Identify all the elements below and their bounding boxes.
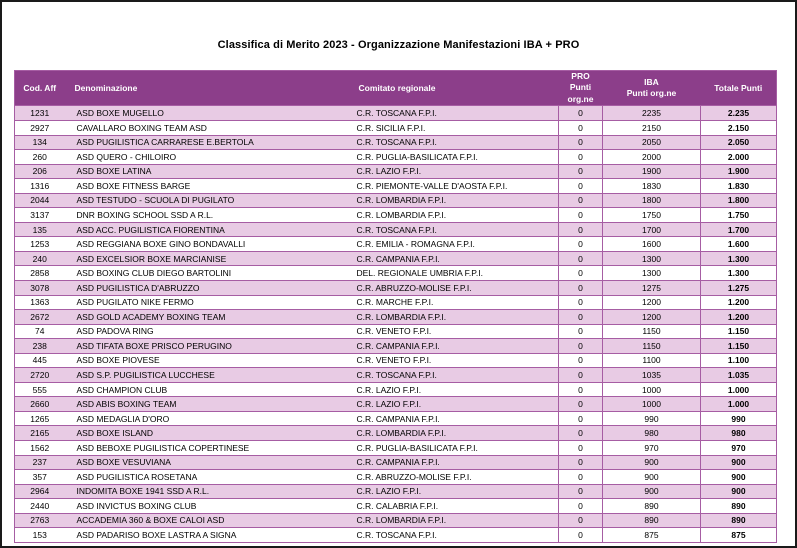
merit-ranking-table: [14, 70, 777, 543]
cell-totale-punti: 970: [701, 440, 777, 455]
cell-iba-punti: 1000: [603, 397, 701, 412]
cell-cod-aff: 445: [15, 353, 65, 368]
cell-totale-punti: 1.830: [701, 179, 777, 194]
cell-comitato-regionale: C.R. LAZIO F.P.I.: [349, 382, 559, 397]
cell-comitato-regionale: C.R. TOSCANA F.P.I.: [349, 106, 559, 121]
cell-iba-punti: 1200: [603, 310, 701, 325]
cell-denominazione: ASD BOXE ISLAND: [65, 426, 349, 441]
cell-cod-aff: 555: [15, 382, 65, 397]
table-row: [15, 411, 777, 426]
cell-cod-aff: 153: [15, 528, 65, 543]
cell-pro-punti: 0: [559, 106, 603, 121]
cell-cod-aff: 3137: [15, 208, 65, 223]
cell-iba-punti: 1100: [603, 353, 701, 368]
cell-pro-punti: 0: [559, 295, 603, 310]
cell-totale-punti: 2.050: [701, 135, 777, 150]
table-row: [15, 179, 777, 194]
cell-pro-punti: 0: [559, 120, 603, 135]
cell-comitato-regionale: C.R. PUGLIA-BASILICATA F.P.I.: [349, 150, 559, 165]
cell-cod-aff: 2858: [15, 266, 65, 281]
table-row: [15, 280, 777, 295]
cell-totale-punti: 1.300: [701, 266, 777, 281]
cell-comitato-regionale: C.R. ABRUZZO-MOLISE F.P.I.: [349, 470, 559, 485]
col-header-comitato-regionale: Comitato regionale: [349, 71, 559, 106]
cell-comitato-regionale: C.R. PIEMONTE-VALLE D'AOSTA F.P.I.: [349, 179, 559, 194]
table-row: [15, 455, 777, 470]
cell-pro-punti: 0: [559, 237, 603, 252]
cell-cod-aff: 1265: [15, 411, 65, 426]
cell-totale-punti: 1.275: [701, 280, 777, 295]
cell-cod-aff: 1562: [15, 440, 65, 455]
col-header-iba-line2: Punti org.ne: [626, 88, 677, 99]
cell-comitato-regionale: C.R. TOSCANA F.P.I.: [349, 222, 559, 237]
cell-denominazione: ASD PADOVA RING: [65, 324, 349, 339]
cell-denominazione: ASD PUGILISTICA D'ABRUZZO: [65, 280, 349, 295]
table-row: [15, 150, 777, 165]
table-row: [15, 324, 777, 339]
cell-totale-punti: 1.200: [701, 295, 777, 310]
cell-totale-punti: 890: [701, 499, 777, 514]
cell-cod-aff: 2927: [15, 120, 65, 135]
cell-denominazione: ACCADEMIA 360 & BOXE CALOI ASD: [65, 513, 349, 528]
cell-pro-punti: 0: [559, 440, 603, 455]
cell-totale-punti: 1.800: [701, 193, 777, 208]
cell-denominazione: ASD QUERO - CHILOIRO: [65, 150, 349, 165]
cell-totale-punti: 1.750: [701, 208, 777, 223]
cell-iba-punti: 1600: [603, 237, 701, 252]
cell-denominazione: ASD BEBOXE PUGILISTICA COPERTINESE: [65, 440, 349, 455]
cell-pro-punti: 0: [559, 164, 603, 179]
cell-pro-punti: 0: [559, 455, 603, 470]
cell-totale-punti: 875: [701, 528, 777, 543]
cell-pro-punti: 0: [559, 426, 603, 441]
cell-comitato-regionale: C.R. LOMBARDIA F.P.I.: [349, 426, 559, 441]
cell-pro-punti: 0: [559, 339, 603, 354]
cell-cod-aff: 260: [15, 150, 65, 165]
cell-comitato-regionale: C.R. CAMPANIA F.P.I.: [349, 251, 559, 266]
cell-pro-punti: 0: [559, 324, 603, 339]
cell-totale-punti: 1.600: [701, 237, 777, 252]
cell-denominazione: ASD BOXE LATINA: [65, 164, 349, 179]
table-row: [15, 237, 777, 252]
cell-totale-punti: 1.100: [701, 353, 777, 368]
cell-cod-aff: 357: [15, 470, 65, 485]
cell-iba-punti: 970: [603, 440, 701, 455]
cell-denominazione: ASD PUGILISTICA CARRARESE E.BERTOLA: [65, 135, 349, 150]
col-header-pro-line2: Punti org.ne: [567, 82, 594, 104]
cell-cod-aff: 74: [15, 324, 65, 339]
cell-comitato-regionale: C.R. PUGLIA-BASILICATA F.P.I.: [349, 440, 559, 455]
cell-iba-punti: 900: [603, 455, 701, 470]
cell-cod-aff: 1316: [15, 179, 65, 194]
table-row: [15, 397, 777, 412]
cell-iba-punti: 890: [603, 513, 701, 528]
table-row: [15, 120, 777, 135]
cell-cod-aff: 240: [15, 251, 65, 266]
cell-totale-punti: 1.700: [701, 222, 777, 237]
table-body: [15, 106, 777, 542]
cell-comitato-regionale: DEL. REGIONALE UMBRIA F.P.I.: [349, 266, 559, 281]
col-header-pro-line1: PRO: [571, 71, 590, 81]
cell-cod-aff: 2660: [15, 397, 65, 412]
cell-totale-punti: 1.000: [701, 397, 777, 412]
cell-cod-aff: 3078: [15, 280, 65, 295]
cell-iba-punti: 2150: [603, 120, 701, 135]
cell-cod-aff: 206: [15, 164, 65, 179]
cell-cod-aff: 2440: [15, 499, 65, 514]
cell-comitato-regionale: C.R. LAZIO F.P.I.: [349, 164, 559, 179]
table-row: [15, 382, 777, 397]
cell-denominazione: ASD S.P. PUGILISTICA LUCCHESE: [65, 368, 349, 383]
cell-iba-punti: 900: [603, 470, 701, 485]
cell-comitato-regionale: C.R. VENETO F.P.I.: [349, 353, 559, 368]
cell-totale-punti: 1.150: [701, 324, 777, 339]
cell-iba-punti: 1300: [603, 266, 701, 281]
cell-iba-punti: 980: [603, 426, 701, 441]
cell-totale-punti: 900: [701, 470, 777, 485]
cell-iba-punti: 890: [603, 499, 701, 514]
col-header-cod-aff: Cod. Aff: [15, 71, 65, 106]
cell-pro-punti: 0: [559, 193, 603, 208]
cell-pro-punti: 0: [559, 150, 603, 165]
table-row: [15, 310, 777, 325]
cell-iba-punti: 2000: [603, 150, 701, 165]
cell-cod-aff: 238: [15, 339, 65, 354]
cell-cod-aff: 1231: [15, 106, 65, 121]
cell-denominazione: ASD GOLD ACADEMY BOXING TEAM: [65, 310, 349, 325]
cell-comitato-regionale: C.R. LOMBARDIA F.P.I.: [349, 310, 559, 325]
cell-denominazione: ASD TESTUDO - SCUOLA DI PUGILATO: [65, 193, 349, 208]
cell-pro-punti: 0: [559, 368, 603, 383]
cell-denominazione: ASD ACC. PUGILISTICA FIORENTINA: [65, 222, 349, 237]
cell-denominazione: ASD CHAMPION CLUB: [65, 382, 349, 397]
cell-iba-punti: 1800: [603, 193, 701, 208]
page-title: Classifica di Merito 2023 - Organizzazione Manifestazioni IBA + PRO: [217, 39, 580, 51]
cell-totale-punti: 2.150: [701, 120, 777, 135]
cell-comitato-regionale: C.R. MARCHE F.P.I.: [349, 295, 559, 310]
cell-pro-punti: 0: [559, 397, 603, 412]
cell-denominazione: ASD BOXE FITNESS BARGE: [65, 179, 349, 194]
cell-pro-punti: 0: [559, 266, 603, 281]
cell-iba-punti: 1150: [603, 324, 701, 339]
cell-denominazione: ASD REGGIANA BOXE GINO BONDAVALLI: [65, 237, 349, 252]
cell-denominazione: ASD INVICTUS BOXING CLUB: [65, 499, 349, 514]
cell-comitato-regionale: C.R. EMILIA - ROMAGNA F.P.I.: [349, 237, 559, 252]
table-row: [15, 251, 777, 266]
cell-iba-punti: 2050: [603, 135, 701, 150]
cell-cod-aff: 2763: [15, 513, 65, 528]
cell-pro-punti: 0: [559, 470, 603, 485]
cell-iba-punti: 875: [603, 528, 701, 543]
cell-iba-punti: 1300: [603, 251, 701, 266]
cell-iba-punti: 1000: [603, 382, 701, 397]
cell-iba-punti: 1275: [603, 280, 701, 295]
table-row: [15, 440, 777, 455]
col-header-iba-punti: [603, 71, 701, 106]
cell-comitato-regionale: C.R. CAMPANIA F.P.I.: [349, 411, 559, 426]
cell-comitato-regionale: C.R. LAZIO F.P.I.: [349, 397, 559, 412]
cell-totale-punti: 990: [701, 411, 777, 426]
cell-comitato-regionale: C.R. SICILIA F.P.I.: [349, 120, 559, 135]
cell-totale-punti: 2.235: [701, 106, 777, 121]
cell-iba-punti: 1150: [603, 339, 701, 354]
cell-denominazione: ASD BOXE PIOVESE: [65, 353, 349, 368]
cell-comitato-regionale: C.R. TOSCANA F.P.I.: [349, 135, 559, 150]
cell-cod-aff: 2165: [15, 426, 65, 441]
col-header-iba-line1: IBA: [644, 76, 659, 87]
cell-cod-aff: 1253: [15, 237, 65, 252]
cell-iba-punti: 1900: [603, 164, 701, 179]
table-row: [15, 368, 777, 383]
table-row: [15, 353, 777, 368]
cell-denominazione: ASD EXCELSIOR BOXE MARCIANISE: [65, 251, 349, 266]
cell-totale-punti: 1.900: [701, 164, 777, 179]
table-row: [15, 164, 777, 179]
cell-totale-punti: 1.000: [701, 382, 777, 397]
cell-comitato-regionale: C.R. VENETO F.P.I.: [349, 324, 559, 339]
cell-totale-punti: 1.300: [701, 251, 777, 266]
cell-pro-punti: 0: [559, 499, 603, 514]
cell-denominazione: ASD MEDAGLIA D'ORO: [65, 411, 349, 426]
cell-denominazione: ASD PUGILATO NIKE FERMO: [65, 295, 349, 310]
table-row: [15, 135, 777, 150]
cell-comitato-regionale: C.R. TOSCANA F.P.I.: [349, 368, 559, 383]
cell-denominazione: INDOMITA BOXE 1941 SSD A R.L.: [65, 484, 349, 499]
cell-iba-punti: 1200: [603, 295, 701, 310]
col-header-denominazione: Denominazione: [65, 71, 349, 106]
cell-denominazione: ASD BOXING CLUB DIEGO BARTOLINI: [65, 266, 349, 281]
table-row: [15, 208, 777, 223]
table-row: [15, 484, 777, 499]
table-row: [15, 266, 777, 281]
cell-iba-punti: 1750: [603, 208, 701, 223]
cell-cod-aff: 2672: [15, 310, 65, 325]
col-header-totale-punti: Totale Punti: [701, 71, 777, 106]
cell-pro-punti: 0: [559, 280, 603, 295]
cell-denominazione: ASD PADARISO BOXE LASTRA A SIGNA: [65, 528, 349, 543]
cell-pro-punti: 0: [559, 484, 603, 499]
cell-pro-punti: 0: [559, 179, 603, 194]
table-row: [15, 222, 777, 237]
cell-pro-punti: 0: [559, 411, 603, 426]
cell-pro-punti: 0: [559, 310, 603, 325]
cell-iba-punti: 1035: [603, 368, 701, 383]
cell-pro-punti: 0: [559, 353, 603, 368]
table-row: [15, 470, 777, 485]
table-row: [15, 339, 777, 354]
cell-denominazione: ASD BOXE VESUVIANA: [65, 455, 349, 470]
cell-cod-aff: 135: [15, 222, 65, 237]
table-row: [15, 528, 777, 543]
cell-cod-aff: 2044: [15, 193, 65, 208]
cell-pro-punti: 0: [559, 208, 603, 223]
table-row: [15, 295, 777, 310]
cell-pro-punti: 0: [559, 528, 603, 543]
cell-comitato-regionale: C.R. LOMBARDIA F.P.I.: [349, 513, 559, 528]
table-row: [15, 499, 777, 514]
cell-iba-punti: 1700: [603, 222, 701, 237]
table-header-row: [15, 71, 777, 106]
cell-cod-aff: 2964: [15, 484, 65, 499]
cell-denominazione: CAVALLARO BOXING TEAM ASD: [65, 120, 349, 135]
cell-comitato-regionale: C.R. LOMBARDIA F.P.I.: [349, 193, 559, 208]
table-row: [15, 193, 777, 208]
cell-comitato-regionale: C.R. CALABRIA F.P.I.: [349, 499, 559, 514]
cell-comitato-regionale: C.R. ABRUZZO-MOLISE F.P.I.: [349, 280, 559, 295]
cell-cod-aff: 1363: [15, 295, 65, 310]
cell-cod-aff: 134: [15, 135, 65, 150]
col-header-pro-punti: [559, 71, 603, 106]
cell-totale-punti: 1.150: [701, 339, 777, 354]
cell-totale-punti: 900: [701, 455, 777, 470]
cell-comitato-regionale: C.R. TOSCANA F.P.I.: [349, 528, 559, 543]
cell-iba-punti: 1830: [603, 179, 701, 194]
table-row: [15, 513, 777, 528]
cell-totale-punti: 2.000: [701, 150, 777, 165]
cell-denominazione: DNR BOXING SCHOOL SSD A R.L.: [65, 208, 349, 223]
cell-comitato-regionale: C.R. CAMPANIA F.P.I.: [349, 339, 559, 354]
cell-iba-punti: 900: [603, 484, 701, 499]
cell-denominazione: ASD PUGILISTICA ROSETANA: [65, 470, 349, 485]
cell-iba-punti: 990: [603, 411, 701, 426]
cell-iba-punti: 2235: [603, 106, 701, 121]
cell-comitato-regionale: C.R. CAMPANIA F.P.I.: [349, 455, 559, 470]
cell-totale-punti: 1.035: [701, 368, 777, 383]
cell-pro-punti: 0: [559, 222, 603, 237]
cell-cod-aff: 237: [15, 455, 65, 470]
cell-pro-punti: 0: [559, 135, 603, 150]
cell-pro-punti: 0: [559, 251, 603, 266]
cell-denominazione: ASD ABIS BOXING TEAM: [65, 397, 349, 412]
cell-denominazione: ASD BOXE MUGELLO: [65, 106, 349, 121]
cell-denominazione: ASD TIFATA BOXE PRISCO PERUGINO: [65, 339, 349, 354]
cell-totale-punti: 980: [701, 426, 777, 441]
cell-totale-punti: 900: [701, 484, 777, 499]
cell-pro-punti: 0: [559, 382, 603, 397]
cell-pro-punti: 0: [559, 513, 603, 528]
table-row: [15, 106, 777, 121]
cell-cod-aff: 2720: [15, 368, 65, 383]
cell-totale-punti: 890: [701, 513, 777, 528]
cell-comitato-regionale: C.R. LOMBARDIA F.P.I.: [349, 208, 559, 223]
cell-comitato-regionale: C.R. LAZIO F.P.I.: [349, 484, 559, 499]
cell-totale-punti: 1.200: [701, 310, 777, 325]
table-row: [15, 426, 777, 441]
